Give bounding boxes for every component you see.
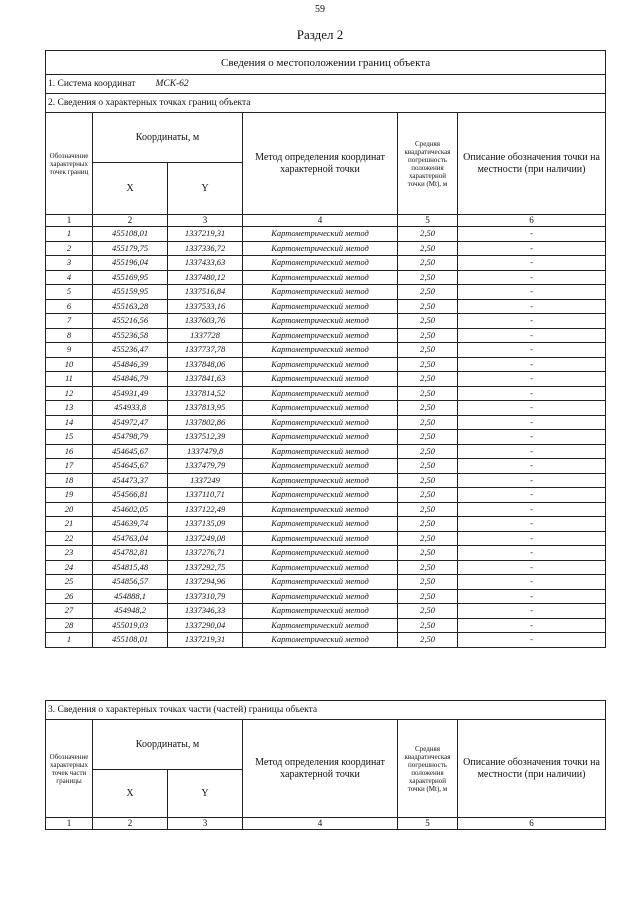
method-cell: Картометрический метод — [243, 227, 398, 242]
y-coord-cell: 1337219,31 — [168, 633, 243, 648]
point-number-cell: 14 — [46, 415, 93, 430]
y-coord-cell: 1337135,09 — [168, 517, 243, 532]
x-coord-cell: 454602,05 — [93, 502, 168, 517]
error-cell: 2,50 — [398, 270, 458, 285]
point-number-cell: 10 — [46, 357, 93, 372]
x-coord-cell: 455159,95 — [93, 285, 168, 300]
point-number-cell: 24 — [46, 560, 93, 575]
method-cell: Картометрический метод — [243, 386, 398, 401]
coord-system-row — [46, 75, 606, 94]
header-method: Метод определения координат характерной точки — [243, 720, 398, 818]
column-numbers-row — [46, 818, 606, 830]
table-row — [46, 372, 606, 387]
col-number: 5 — [398, 818, 458, 830]
method-cell: Картометрический метод — [243, 270, 398, 285]
method-cell: Картометрический метод — [243, 372, 398, 387]
table-row — [46, 241, 606, 256]
point-number-cell: 9 — [46, 343, 93, 358]
error-cell: 2,50 — [398, 459, 458, 474]
point-number-cell: 28 — [46, 618, 93, 633]
y-coord-cell: 1337122,49 — [168, 502, 243, 517]
description-cell: - — [458, 633, 606, 648]
error-cell: 2,50 — [398, 546, 458, 561]
error-cell: 2,50 — [398, 618, 458, 633]
header-description: Описание обозначения точки на местности (при наличии) — [458, 113, 606, 215]
x-coord-cell: 454473,37 — [93, 473, 168, 488]
table-row — [46, 575, 606, 590]
method-cell: Картометрический метод — [243, 444, 398, 459]
description-cell: - — [458, 357, 606, 372]
point-number-cell: 25 — [46, 575, 93, 590]
y-coord-cell: 1337737,78 — [168, 343, 243, 358]
y-coord-cell: 1337479,8 — [168, 444, 243, 459]
description-cell: - — [458, 459, 606, 474]
col-number: 5 — [398, 215, 458, 227]
table-row — [46, 459, 606, 474]
header-x: X — [93, 163, 168, 215]
header-y: Y — [168, 770, 243, 818]
description-cell: - — [458, 328, 606, 343]
y-coord-cell: 1337802,86 — [168, 415, 243, 430]
y-coord-cell: 1337346,33 — [168, 604, 243, 619]
table-row — [46, 618, 606, 633]
description-cell: - — [458, 488, 606, 503]
page-number: 59 — [315, 4, 325, 15]
point-number-cell: 11 — [46, 372, 93, 387]
method-cell: Картометрический метод — [243, 517, 398, 532]
point-number-cell: 7 — [46, 314, 93, 329]
method-cell: Картометрический метод — [243, 241, 398, 256]
y-coord-cell: 1337841,63 — [168, 372, 243, 387]
y-coord-cell: 1337814,52 — [168, 386, 243, 401]
error-cell: 2,50 — [398, 372, 458, 387]
point-number-cell: 23 — [46, 546, 93, 561]
y-coord-cell: 1337249,08 — [168, 531, 243, 546]
y-coord-cell: 1337310,79 — [168, 589, 243, 604]
y-coord-cell: 1337512,39 — [168, 430, 243, 445]
error-cell: 2,50 — [398, 328, 458, 343]
x-coord-cell: 454856,57 — [93, 575, 168, 590]
column-numbers-row — [46, 215, 606, 227]
y-coord-cell: 1337290,04 — [168, 618, 243, 633]
point-number-cell: 20 — [46, 502, 93, 517]
point-number-cell: 27 — [46, 604, 93, 619]
method-cell: Картометрический метод — [243, 488, 398, 503]
description-cell: - — [458, 531, 606, 546]
table-row — [46, 328, 606, 343]
method-cell: Картометрический метод — [243, 502, 398, 517]
point-number-cell: 12 — [46, 386, 93, 401]
description-cell: - — [458, 560, 606, 575]
method-cell: Картометрический метод — [243, 401, 398, 416]
description-cell: - — [458, 430, 606, 445]
section-title: Раздел 2 — [296, 27, 344, 42]
method-cell: Картометрический метод — [243, 604, 398, 619]
y-coord-cell: 1337813,95 — [168, 401, 243, 416]
header-point-designation: Обозначение характерных точек части границы — [46, 720, 93, 818]
y-coord-cell: 1337479,79 — [168, 459, 243, 474]
error-cell: 2,50 — [398, 299, 458, 314]
method-cell: Картометрический метод — [243, 531, 398, 546]
col-number: 6 — [458, 818, 606, 830]
y-coord-cell: 1337848,06 — [168, 357, 243, 372]
description-cell: - — [458, 299, 606, 314]
y-coord-cell: 1337480,12 — [168, 270, 243, 285]
table-row — [46, 256, 606, 271]
col-number: 2 — [93, 818, 168, 830]
error-cell: 2,50 — [398, 633, 458, 648]
x-coord-cell: 455236,58 — [93, 328, 168, 343]
error-cell: 2,50 — [398, 575, 458, 590]
point-number-cell: 16 — [46, 444, 93, 459]
col-number: 6 — [458, 215, 606, 227]
x-coord-cell: 454948,2 — [93, 604, 168, 619]
y-coord-cell: 1337433,63 — [168, 256, 243, 271]
error-cell: 2,50 — [398, 357, 458, 372]
y-coord-cell: 1337219,31 — [168, 227, 243, 242]
x-coord-cell: 454846,79 — [93, 372, 168, 387]
error-cell: 2,50 — [398, 401, 458, 416]
description-cell: - — [458, 517, 606, 532]
description-cell: - — [458, 227, 606, 242]
x-coord-cell: 454645,67 — [93, 444, 168, 459]
error-cell: 2,50 — [398, 604, 458, 619]
error-cell: 2,50 — [398, 517, 458, 532]
point-number-cell: 15 — [46, 430, 93, 445]
col-number: 1 — [46, 818, 93, 830]
error-cell: 2,50 — [398, 531, 458, 546]
point-number-cell: 8 — [46, 328, 93, 343]
method-cell: Картометрический метод — [243, 357, 398, 372]
description-cell: - — [458, 372, 606, 387]
error-cell: 2,50 — [398, 343, 458, 358]
error-cell: 2,50 — [398, 589, 458, 604]
y-coord-cell: 1337336,72 — [168, 241, 243, 256]
description-cell: - — [458, 343, 606, 358]
description-cell: - — [458, 415, 606, 430]
description-cell: - — [458, 314, 606, 329]
method-cell: Картометрический метод — [243, 546, 398, 561]
error-cell: 2,50 — [398, 488, 458, 503]
method-cell: Картометрический метод — [243, 256, 398, 271]
error-cell: 2,50 — [398, 415, 458, 430]
error-cell: 2,50 — [398, 444, 458, 459]
table-row — [46, 415, 606, 430]
method-cell: Картометрический метод — [243, 430, 398, 445]
table-row — [46, 401, 606, 416]
description-cell: - — [458, 256, 606, 271]
table-row — [46, 517, 606, 532]
point-number-cell: 21 — [46, 517, 93, 532]
y-coord-cell: 1337533,16 — [168, 299, 243, 314]
method-cell: Картометрический метод — [243, 285, 398, 300]
x-coord-cell: 454798,79 — [93, 430, 168, 445]
x-coord-cell: 454763,04 — [93, 531, 168, 546]
method-cell: Картометрический метод — [243, 589, 398, 604]
col-number: 2 — [93, 215, 168, 227]
x-coord-cell: 455169,95 — [93, 270, 168, 285]
col-number: 1 — [46, 215, 93, 227]
header-point-designation: Обозначение характерных точек границ — [46, 113, 93, 215]
description-cell: - — [458, 618, 606, 633]
section2-title: 2. Сведения о характерных точках границ объекта — [46, 94, 606, 113]
method-cell: Картометрический метод — [243, 343, 398, 358]
table-row — [46, 589, 606, 604]
description-cell: - — [458, 241, 606, 256]
header-coordinates: Координаты, м — [93, 720, 243, 770]
header-coordinates: Координаты, м — [93, 113, 243, 163]
header-error: Средняя квадратическая погрешность положения характерной точки (Mt), м — [398, 720, 458, 818]
table-row — [46, 270, 606, 285]
method-cell: Картометрический метод — [243, 473, 398, 488]
description-cell: - — [458, 589, 606, 604]
point-number-cell: 4 — [46, 270, 93, 285]
table-row — [46, 531, 606, 546]
error-cell: 2,50 — [398, 285, 458, 300]
x-coord-cell: 454888,1 — [93, 589, 168, 604]
point-number-cell: 22 — [46, 531, 93, 546]
error-cell: 2,50 — [398, 502, 458, 517]
error-cell: 2,50 — [398, 386, 458, 401]
description-cell: - — [458, 285, 606, 300]
section3-title: 3. Сведения о характерных точках части (частей) границы объекта — [46, 701, 606, 720]
header-x: X — [93, 770, 168, 818]
header-method: Метод определения координат характерной точки — [243, 113, 398, 215]
table-row — [46, 604, 606, 619]
table-row — [46, 633, 606, 648]
y-coord-cell: 1337276,71 — [168, 546, 243, 561]
point-number-cell: 19 — [46, 488, 93, 503]
coord-system-value: МСК-62 — [155, 79, 189, 89]
method-cell: Картометрический метод — [243, 560, 398, 575]
col-number: 4 — [243, 215, 398, 227]
boundary-points-table — [45, 50, 606, 648]
description-cell: - — [458, 386, 606, 401]
y-coord-cell: 1337728 — [168, 328, 243, 343]
method-cell: Картометрический метод — [243, 618, 398, 633]
x-coord-cell: 454931,49 — [93, 386, 168, 401]
point-number-cell: 1 — [46, 633, 93, 648]
col-number: 3 — [168, 215, 243, 227]
coord-system-label: 1. Система координат — [48, 79, 136, 89]
point-number-cell: 2 — [46, 241, 93, 256]
error-cell: 2,50 — [398, 314, 458, 329]
part-boundary-points-table — [45, 700, 606, 830]
table-row — [46, 386, 606, 401]
y-coord-cell: 1337292,75 — [168, 560, 243, 575]
error-cell: 2,50 — [398, 227, 458, 242]
col-number: 3 — [168, 818, 243, 830]
description-cell: - — [458, 401, 606, 416]
description-cell: - — [458, 444, 606, 459]
method-cell: Картометрический метод — [243, 459, 398, 474]
description-cell: - — [458, 473, 606, 488]
method-cell: Картометрический метод — [243, 575, 398, 590]
description-cell: - — [458, 546, 606, 561]
x-coord-cell: 454639,74 — [93, 517, 168, 532]
x-coord-cell: 455108,01 — [93, 633, 168, 648]
description-cell: - — [458, 604, 606, 619]
table-title: Сведения о местоположении границ объекта — [46, 51, 606, 75]
table-row — [46, 357, 606, 372]
error-cell: 2,50 — [398, 473, 458, 488]
y-coord-cell: 1337249 — [168, 473, 243, 488]
table-row — [46, 227, 606, 242]
x-coord-cell: 454846,39 — [93, 357, 168, 372]
table-row — [46, 560, 606, 575]
x-coord-cell: 455179,75 — [93, 241, 168, 256]
x-coord-cell: 454933,8 — [93, 401, 168, 416]
method-cell: Картометрический метод — [243, 328, 398, 343]
table-row — [46, 343, 606, 358]
description-cell: - — [458, 502, 606, 517]
table-row — [46, 444, 606, 459]
error-cell: 2,50 — [398, 241, 458, 256]
point-number-cell: 26 — [46, 589, 93, 604]
method-cell: Картометрический метод — [243, 415, 398, 430]
table-row — [46, 314, 606, 329]
y-coord-cell: 1337110,71 — [168, 488, 243, 503]
x-coord-cell: 455108,01 — [93, 227, 168, 242]
table-row — [46, 488, 606, 503]
table-row — [46, 299, 606, 314]
x-coord-cell: 454815,48 — [93, 560, 168, 575]
point-number-cell: 6 — [46, 299, 93, 314]
x-coord-cell: 455216,56 — [93, 314, 168, 329]
y-coord-cell: 1337603,76 — [168, 314, 243, 329]
x-coord-cell: 454645,67 — [93, 459, 168, 474]
x-coord-cell: 455019,03 — [93, 618, 168, 633]
table-row — [46, 546, 606, 561]
point-number-cell: 5 — [46, 285, 93, 300]
error-cell: 2,50 — [398, 560, 458, 575]
x-coord-cell: 454566,81 — [93, 488, 168, 503]
error-cell: 2,50 — [398, 256, 458, 271]
method-cell: Картометрический метод — [243, 633, 398, 648]
point-number-cell: 1 — [46, 227, 93, 242]
error-cell: 2,50 — [398, 430, 458, 445]
x-coord-cell: 455163,28 — [93, 299, 168, 314]
x-coord-cell: 454972,47 — [93, 415, 168, 430]
point-number-cell: 3 — [46, 256, 93, 271]
description-cell: - — [458, 575, 606, 590]
point-number-cell: 17 — [46, 459, 93, 474]
description-cell: - — [458, 270, 606, 285]
y-coord-cell: 1337516,84 — [168, 285, 243, 300]
x-coord-cell: 455236,47 — [93, 343, 168, 358]
table-row — [46, 502, 606, 517]
col-number: 4 — [243, 818, 398, 830]
header-y: Y — [168, 163, 243, 215]
x-coord-cell: 454782,81 — [93, 546, 168, 561]
x-coord-cell: 455196,04 — [93, 256, 168, 271]
point-number-cell: 18 — [46, 473, 93, 488]
table-row — [46, 473, 606, 488]
point-number-cell: 13 — [46, 401, 93, 416]
header-description: Описание обозначения точки на местности (при наличии) — [458, 720, 606, 818]
method-cell: Картометрический метод — [243, 299, 398, 314]
table-row — [46, 285, 606, 300]
y-coord-cell: 1337294,96 — [168, 575, 243, 590]
table-row — [46, 430, 606, 445]
header-error: Средняя квадратическая погрешность положения характерной точки (Mt), м — [398, 113, 458, 215]
method-cell: Картометрический метод — [243, 314, 398, 329]
